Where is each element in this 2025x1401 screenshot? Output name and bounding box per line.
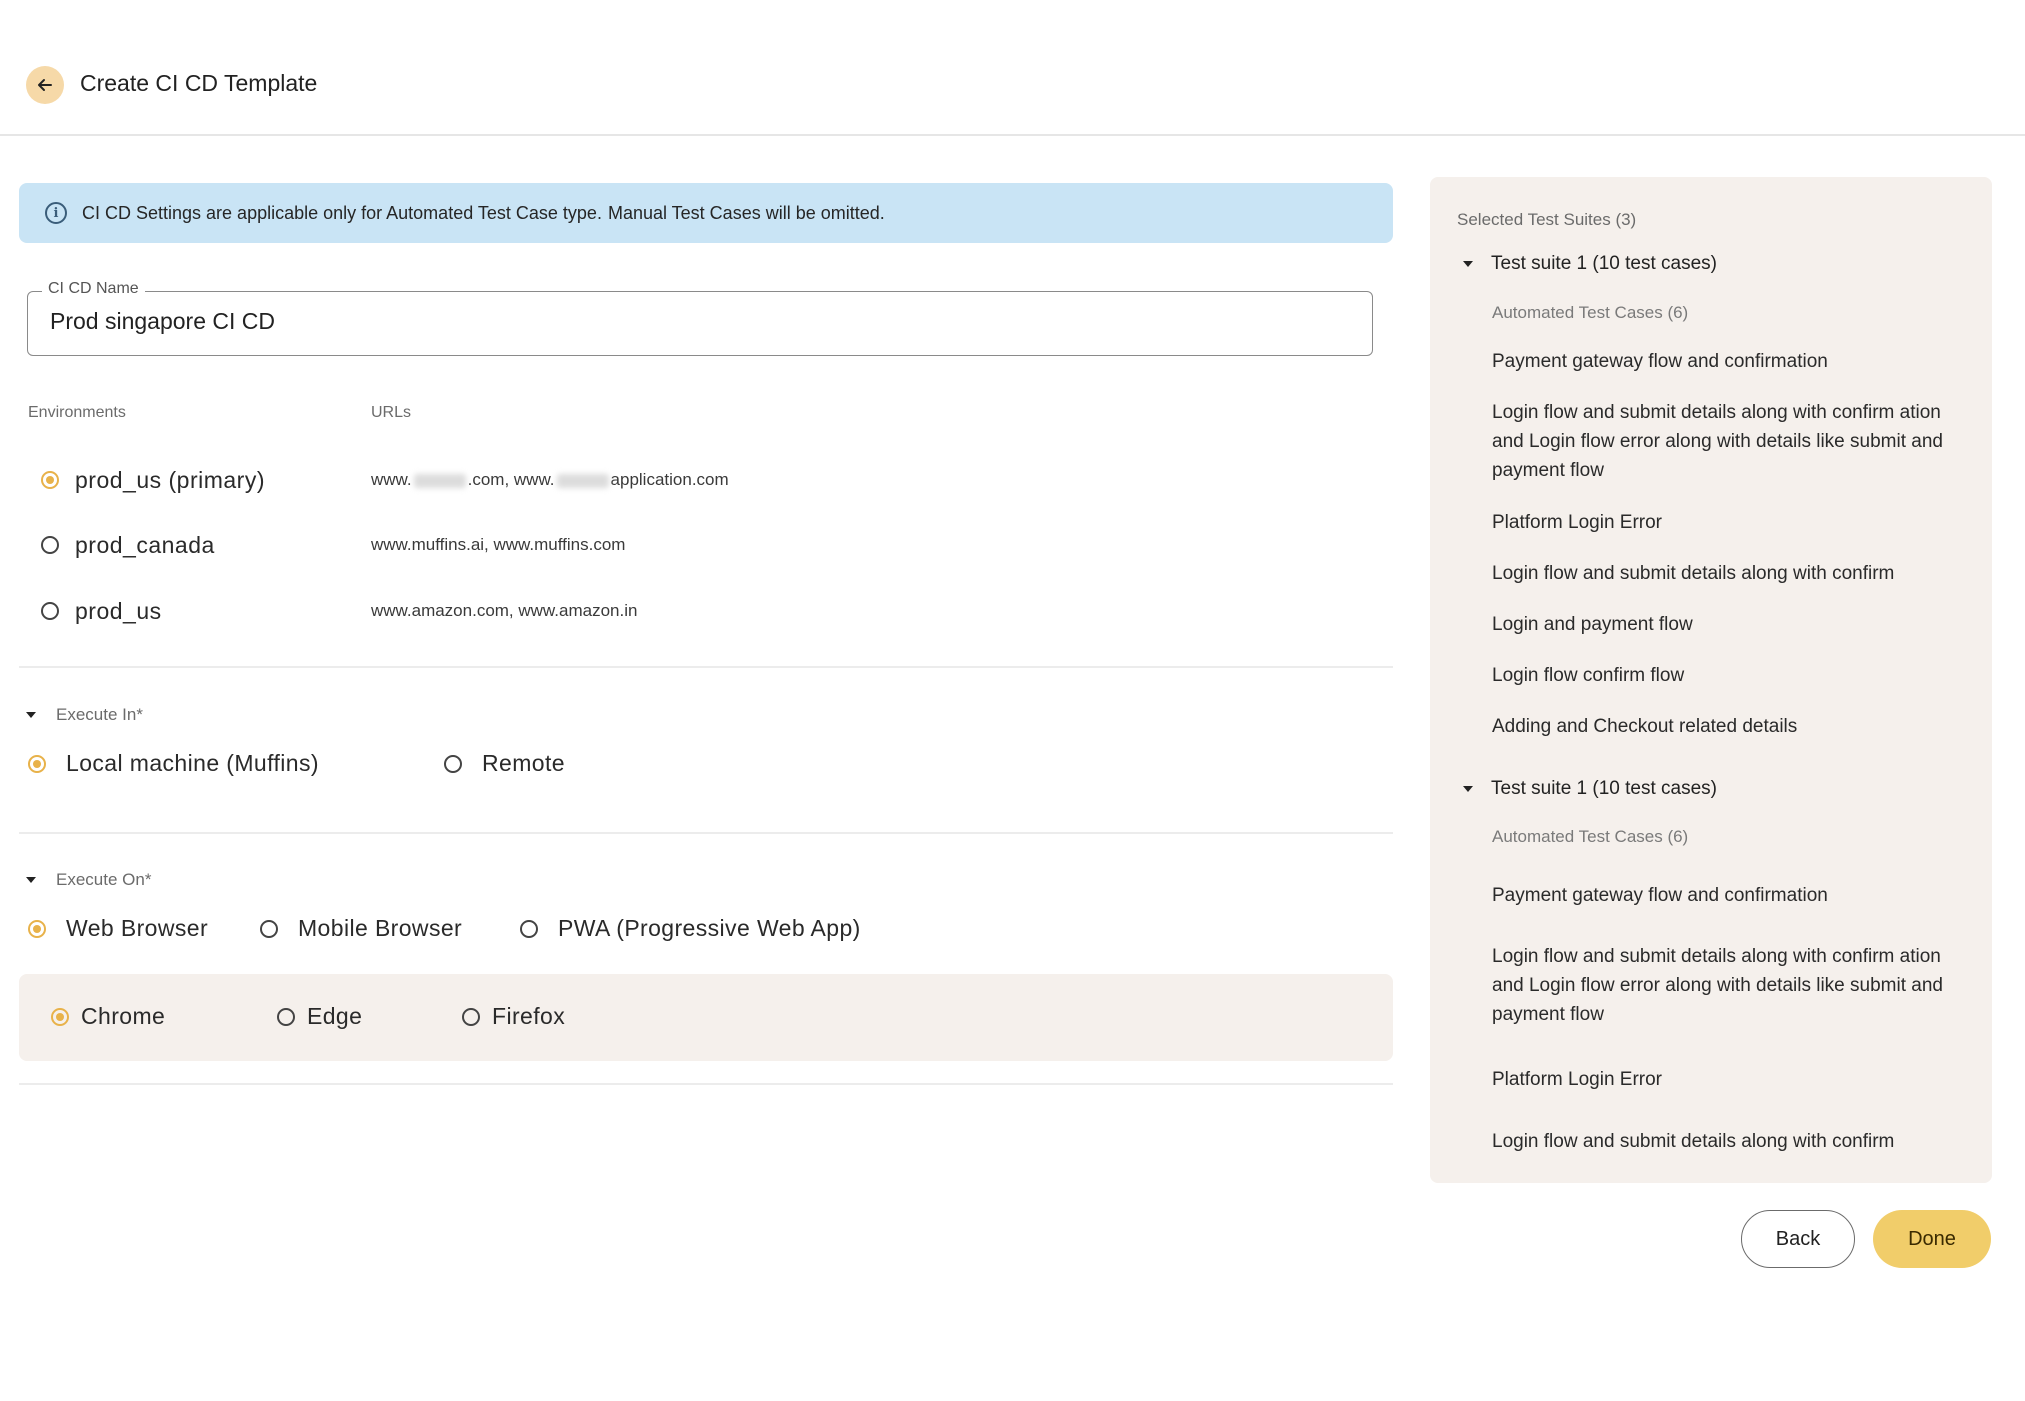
ci-cd-name-input[interactable] (50, 308, 1350, 335)
execute-on-pwa-option[interactable]: PWA (Progressive Web App) (520, 915, 861, 942)
selected-test-suites-panel (1430, 177, 1992, 1183)
caret-down-icon[interactable] (26, 712, 36, 718)
execute-on-mobile-browser-option[interactable]: Mobile Browser (260, 915, 462, 942)
radio-unselected-icon[interactable] (41, 602, 59, 620)
test-case-item: Platform Login Error (1492, 1069, 1663, 1090)
back-button[interactable]: Back (1741, 1210, 1855, 1268)
redacted-blur (414, 474, 466, 488)
page-title: Create CI CD Template (80, 70, 318, 96)
radio-unselected-icon[interactable] (277, 1008, 295, 1026)
environment-label: prod_us (75, 597, 162, 624)
radio-unselected-icon[interactable] (462, 1008, 480, 1026)
environment-label: prod_us (primary) (75, 466, 265, 493)
selected-test-suites-title: Selected Test Suites (3) (1457, 210, 1637, 229)
test-case-item: Login flow and submit details along with confirm (1492, 1131, 1895, 1152)
redacted-blur (557, 474, 609, 488)
test-case-item: Adding and Checkout related details (1492, 716, 1798, 737)
environment-urls: www.muffins.ai, www.muffins.com (371, 535, 626, 554)
radio-selected-icon[interactable] (28, 920, 46, 938)
environment-row-prod-us[interactable] (41, 591, 1341, 631)
divider (19, 666, 1393, 668)
test-suite-header[interactable]: Test suite 1 (10 test cases) (1463, 253, 1717, 275)
browser-edge-option[interactable]: Edge (277, 1003, 362, 1030)
radio-selected-icon[interactable] (41, 471, 59, 489)
ci-cd-name-label: CI CD Name (42, 280, 145, 298)
execute-on-web-browser-option[interactable]: Web Browser (28, 915, 208, 942)
radio-unselected-icon[interactable] (41, 536, 59, 554)
done-button[interactable]: Done (1873, 1210, 1991, 1268)
info-banner (19, 183, 1393, 243)
caret-down-icon[interactable] (1463, 261, 1473, 267)
radio-selected-icon[interactable] (51, 1008, 69, 1026)
banner-text: CI CD Settings are applicable only for Automated Test Case type. (82, 202, 602, 223)
environment-row-prod-canada[interactable] (41, 525, 1341, 565)
radio-unselected-icon[interactable] (444, 755, 462, 773)
arrow-left-icon (35, 75, 55, 95)
environment-urls: www.amazon.com, www.amazon.in (371, 601, 638, 620)
banner-emphasis: Manual Test Cases will be omitted. (607, 202, 885, 223)
environment-urls: www. .com, www. application.com (371, 470, 729, 489)
test-case-item: Login flow and submit details along with confirm ation and Login flow error along with details like submit and payment flow (1492, 402, 1943, 481)
page-header (0, 0, 2025, 136)
test-case-item: Platform Login Error (1492, 512, 1663, 533)
test-case-item: Payment gateway flow and confirmation (1492, 885, 1828, 906)
test-case-item: Login flow and submit details along with confirm ation and Login flow error along with details like submit and payment flow (1492, 946, 1943, 1025)
browser-firefox-option[interactable]: Firefox (462, 1003, 565, 1030)
execute-in-remote-option[interactable]: Remote (444, 750, 565, 777)
test-case-item: Login and payment flow (1492, 614, 1693, 635)
test-case-item: Login flow and submit details along with confirm (1492, 563, 1895, 584)
browser-chrome-option[interactable]: Chrome (51, 1003, 165, 1030)
execute-in-label[interactable]: Execute In* (26, 705, 143, 725)
divider (19, 832, 1393, 834)
environments-header: Environments (28, 404, 126, 421)
radio-unselected-icon[interactable] (260, 920, 278, 938)
automated-test-cases-label: Automated Test Cases (6) (1492, 827, 1689, 846)
execute-in-local-option[interactable]: Local machine (Muffins) (28, 750, 319, 777)
urls-header: URLs (371, 404, 412, 421)
caret-down-icon[interactable] (1463, 786, 1473, 792)
divider (19, 1083, 1393, 1085)
radio-unselected-icon[interactable] (520, 920, 538, 938)
caret-down-icon[interactable] (26, 877, 36, 883)
environment-label: prod_canada (75, 531, 215, 558)
ci-cd-name-field[interactable] (27, 280, 1373, 356)
test-suite-header[interactable]: Test suite 1 (10 test cases) (1463, 778, 1717, 800)
back-arrow-button[interactable] (26, 66, 64, 104)
environment-row-prod-us-primary[interactable] (41, 460, 1341, 500)
automated-test-cases-label: Automated Test Cases (6) (1492, 303, 1689, 322)
browser-options-panel (19, 974, 1393, 1061)
test-case-item: Payment gateway flow and confirmation (1492, 351, 1828, 372)
radio-selected-icon[interactable] (28, 755, 46, 773)
test-case-item: Login flow confirm flow (1492, 665, 1685, 686)
execute-on-label[interactable]: Execute On* (26, 870, 151, 890)
info-icon: i (45, 202, 67, 224)
